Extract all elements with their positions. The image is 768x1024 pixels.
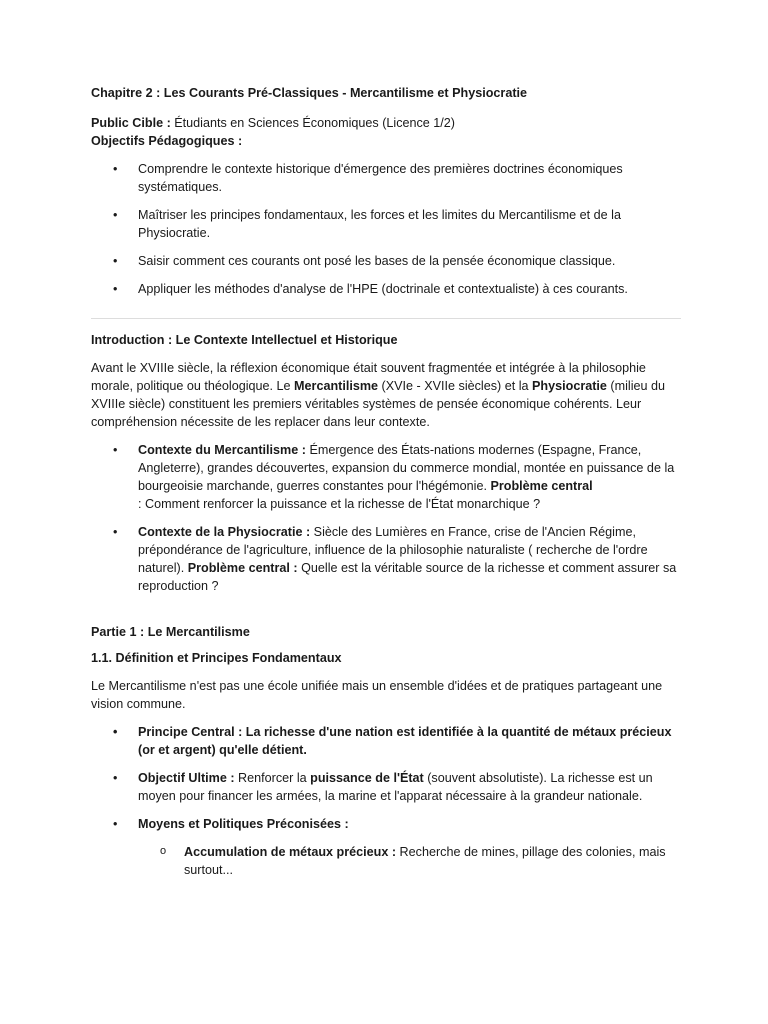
- part1-subtitle: 1.1. Définition et Principes Fondamentaux: [91, 651, 342, 665]
- text-run: Siècle des Lumières en France, crise de l'Ancien Régime, prépondérance de l'agriculture, influence de la philosophie naturaliste ( recherche de l'ordre naturel).: [138, 525, 648, 575]
- text-bold: Mercantilisme: [294, 379, 379, 393]
- text-bold: La richesse d'une nation est identifiée à la quantité de métaux précieux (or et argent) qu'elle détient.: [138, 725, 672, 757]
- intro-title: Introduction : Le Contexte Intellectuel et Historique: [91, 333, 398, 347]
- text-bold: Contexte du Mercantilisme :: [138, 443, 306, 457]
- list-item: [91, 441, 681, 513]
- text-bold: Contexte de la Physiocratie :: [138, 525, 311, 539]
- text-bold: Accumulation de métaux précieux :: [184, 845, 397, 859]
- list-item: • Appliquer les méthodes d'analyse de l'HPE (doctrinale et contextualiste) à ces courants.: [91, 280, 681, 298]
- text-bold: Problème central: [490, 479, 593, 493]
- text-bold: Objectif Ultime :: [138, 771, 235, 785]
- text-bold: Problème central :: [187, 561, 298, 575]
- public-value: Étudiants en Sciences Économiques (Licence 1/2): [170, 116, 456, 130]
- text-run: (souvent absolutiste). La richesse est un moyen pour financer les armées, la marine et l'apparat nécessaire à la grandeur nationale.: [138, 771, 653, 803]
- list-item: • Comprendre le contexte historique d'émergence des premières doctrines économiques systématiques.: [91, 160, 681, 196]
- intro-paragraph: [91, 359, 681, 431]
- objectives-label: Objectifs Pédagogiques :: [91, 134, 243, 148]
- text-run: (milieu du XVIIIe siècle) constituent les premiers véritables systèmes de pensée économique cohérents. Leur compréhension nécessite de les replacer dans leur contexte.: [91, 379, 666, 429]
- text-run: Émergence des États-nations modernes (Espagne, France, Angleterre), grandes découvertes, expansion du commerce mondial, montée en puissance de la bourgeoisie marchande, guerres constantes pour l'hégémonie.: [138, 443, 675, 493]
- text-run: Avant le XVIIIe siècle, la réflexion économique était souvent fragmentée et intégrée à la philosophie morale, politique ou théologique. Le: [91, 361, 646, 393]
- list-item: [91, 843, 681, 879]
- section-divider: [91, 318, 681, 319]
- text-bold: Moyens et Politiques Préconisées :: [138, 817, 349, 831]
- part1-title: Partie 1 : Le Mercantilisme: [91, 625, 250, 639]
- text-run: Renforcer la: [234, 771, 311, 785]
- document-content: [91, 84, 681, 879]
- list-item: [91, 523, 681, 595]
- list-item: [91, 723, 681, 759]
- text-bold: puissance de l'État: [310, 771, 424, 785]
- chapter-title: Chapitre 2 : Les Courants Pré-Classiques - Mercantilisme et Physiocratie: [91, 86, 528, 100]
- text-bold: Principe Central :: [138, 725, 243, 739]
- list-item: [91, 769, 681, 805]
- public-label: Public Cible :: [91, 116, 171, 130]
- text-run: (XVIe - XVIIe siècles) et la: [378, 379, 533, 393]
- text-bold: Physiocratie: [532, 379, 607, 393]
- context-list: [91, 441, 681, 595]
- list-item: • Saisir comment ces courants ont posé les bases de la pensée économique classique.: [91, 252, 681, 270]
- text-run: Recherche de mines, pillage des colonies, mais surtout...: [184, 845, 666, 877]
- part1-paragraph: Le Mercantilisme n'est pas une école unifiée mais un ensemble d'idées et de pratiques partageant une vision commune.: [91, 679, 663, 711]
- public-line: [91, 114, 681, 132]
- means-sublist: [138, 843, 681, 879]
- list-item: [91, 815, 681, 879]
- list-item: • Maîtriser les principes fondamentaux, les forces et les limites du Mercantilisme et de la Physiocratie.: [91, 206, 681, 242]
- principles-list: [91, 723, 681, 879]
- objectives-list: [91, 160, 681, 298]
- text-run: : Comment renforcer la puissance et la richesse de l'État monarchique ?: [138, 497, 541, 511]
- text-run: Quelle est la véritable source de la richesse et comment assurer sa reproduction ?: [138, 561, 677, 593]
